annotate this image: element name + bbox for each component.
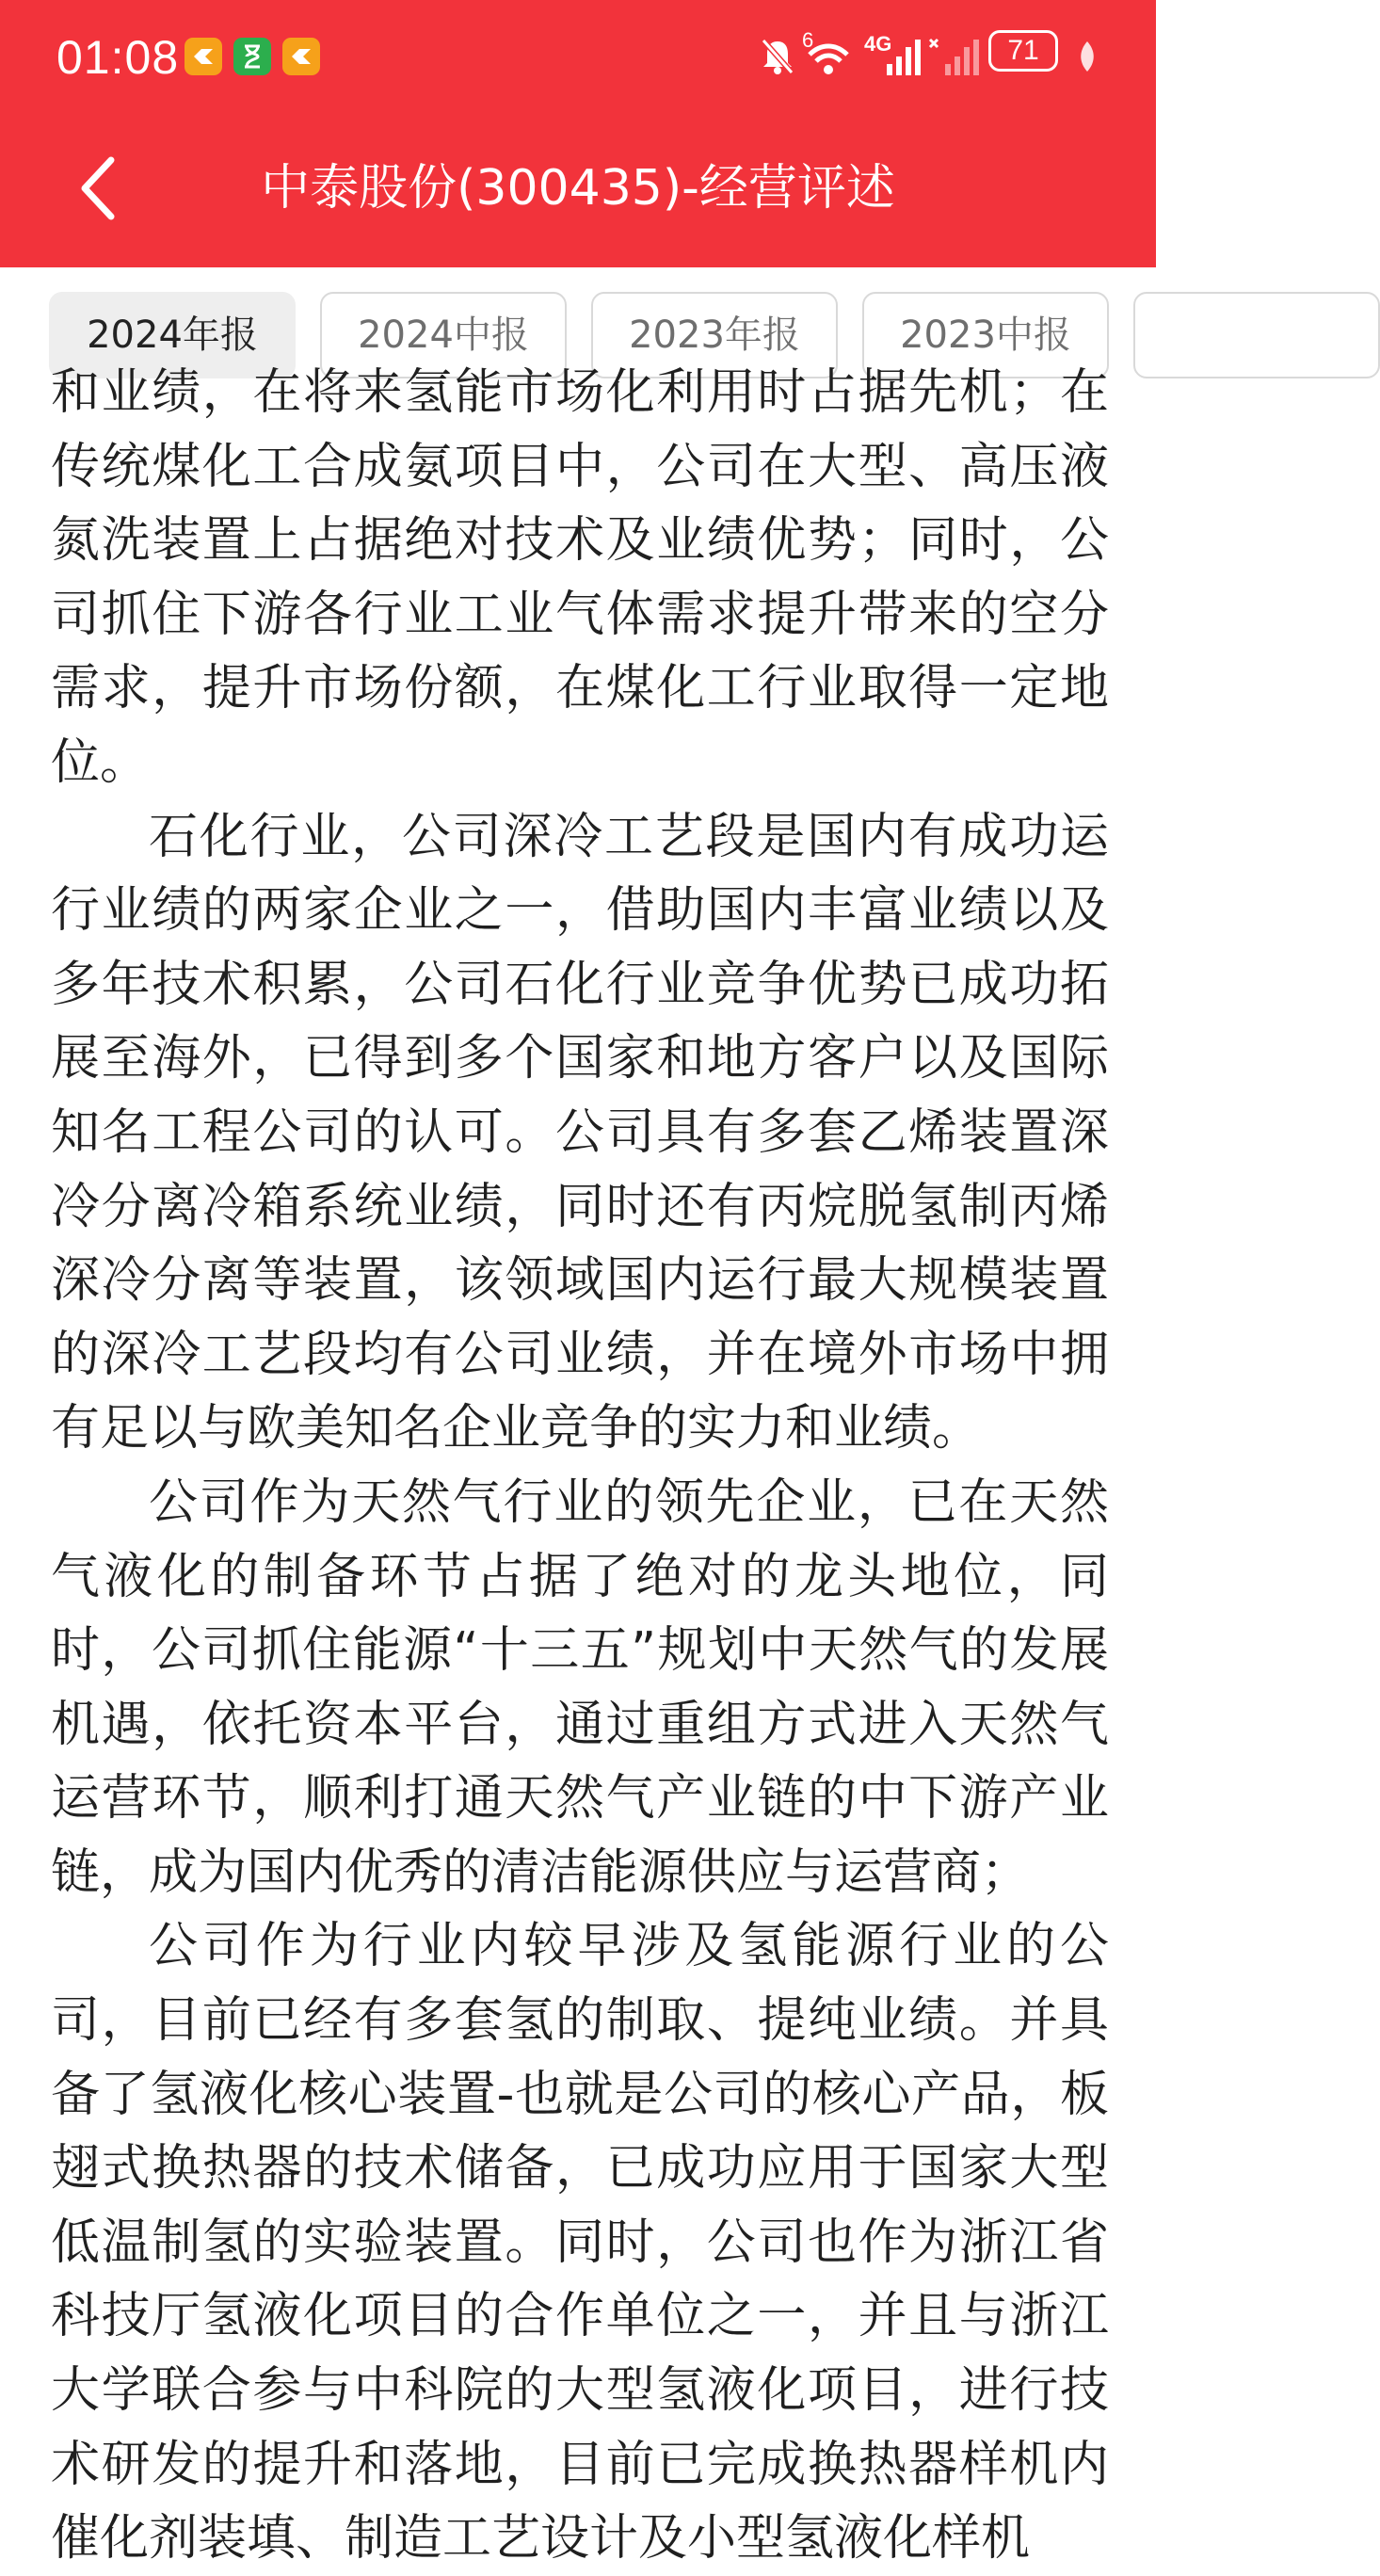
network-type: 4G: [864, 32, 892, 56]
status-time: 01:08: [56, 31, 180, 84]
leaf-icon: [1075, 40, 1099, 73]
signal-icon: [870, 38, 923, 77]
tab-more[interactable]: [1133, 292, 1380, 378]
article-paragraph: 公司作为天然气行业的领先企业，已在天然气液化的制备环节占据了绝对的龙头地位，同时，公司抓住能源“十三五”规划中天然气的发展机遇，依托资本平台，通过重组方式进入天然气运营环节，顺利打通天然气产业链的中下游产业链，成为国内优秀的清洁能源供应与运营商；: [51, 1473, 1109, 1901]
tab-2024-interim[interactable]: 2024中报: [320, 292, 567, 378]
article-paragraph: 石化行业，公司深冷工艺段是国内有成功运行业绩的两家企业之一，借助国内丰富业绩以及多年技术积累，公司石化行业竞争优势已成功拓展至海外，已得到多个国家和地方客户以及国际知名工程公司的认可。公司具有多套乙烯装置深冷分离冷箱系统业绩，同时还有丙烷脱氢制丙烯深冷分离等装置，该领域国内运行最大规模装置的深冷工艺段均有公司业绩，并在境外市场中拥有足以与欧美知名企业竞争的实力和业绩。: [51, 808, 1109, 1457]
tab-2023-interim[interactable]: 2023中报: [862, 292, 1109, 378]
sim-badge: 6: [802, 28, 814, 52]
notification-app-icon: [282, 38, 320, 75]
notification-app-icon: [185, 38, 222, 75]
battery-level: 71: [1007, 35, 1039, 66]
no-signal-icon: [928, 38, 981, 77]
article-content[interactable]: [0, 364, 1156, 2568]
wifi-icon: [806, 41, 851, 77]
article-paragraph: 和业绩，在将来氢能市场化利用时占据先机；在传统煤化工合成氨项目中，公司在大型、高压液氮洗装置上占据绝对技术及业绩优势；同时，公司抓住下游各行业工业气体需求提升带来的空分需求，提升市场份额，在煤化工行业取得一定地位。: [51, 364, 1109, 791]
mute-icon: [761, 38, 794, 75]
page-title: 中泰股份(300435)-经营评述: [261, 160, 895, 217]
status-bar: [0, 0, 1156, 115]
tab-2023-annual[interactable]: 2023年报: [591, 292, 838, 378]
timer-app-icon: [233, 38, 271, 75]
battery-icon: [988, 30, 1058, 72]
article-text: [51, 356, 1109, 2576]
article-paragraph: 公司作为行业内较早涉及氢能源行业的公司，目前已经有多套氢的制取、提纯业绩。并具备了氢液化核心装置-也就是公司的核心产品，板翅式换热器的技术储备，已成功应用于国家大型低温制氢的实验装置。同时，公司也作为浙江省科技厅氢液化项目的合作单位之一，并且与浙江大学联合参与中科院的大型氢液化项目，进行技术研发的提升和落地，目前已完成换热器样机内催化剂装填、制造工艺设计及小型氢液化样机: [51, 1918, 1109, 2568]
app-header: [0, 0, 1156, 267]
tab-2024-annual[interactable]: 2024年报: [49, 292, 296, 378]
